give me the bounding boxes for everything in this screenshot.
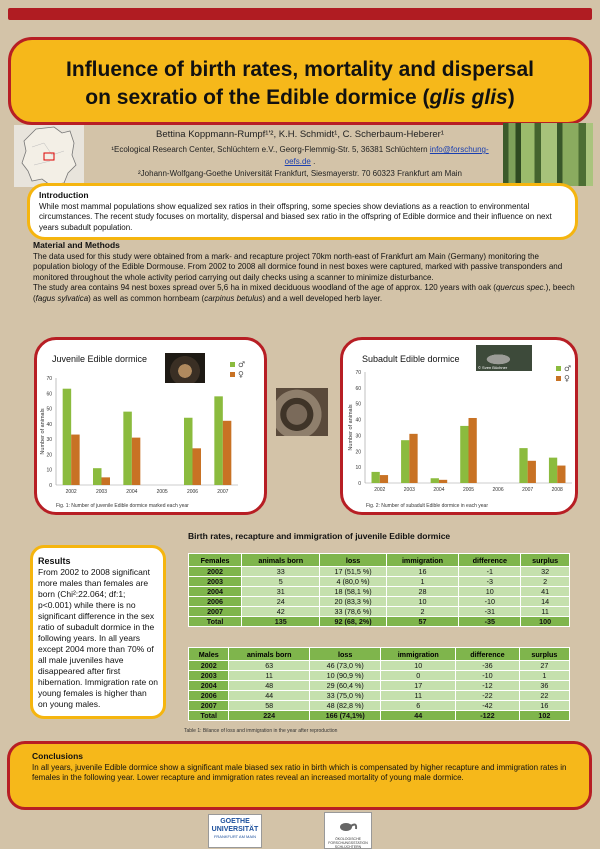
- table-cell: 2007: [189, 607, 242, 617]
- methods-p2-c: ), beech (: [33, 283, 575, 303]
- x-tick-label: 2004: [126, 489, 138, 495]
- x-tick-label: 2003: [95, 489, 108, 495]
- conclusions-box: [7, 741, 592, 810]
- chart-title: Subadult Edible dormice: [362, 354, 460, 364]
- goethe-university-logo: [208, 814, 262, 848]
- table-cell: 46 (73,0 %): [309, 661, 380, 671]
- table-cell: -35: [459, 617, 521, 627]
- legend-swatch: [230, 372, 235, 377]
- y-tick-label: 20: [355, 449, 361, 456]
- table-row: [189, 617, 570, 627]
- table-cell: -12: [456, 681, 520, 691]
- y-tick-label: 60: [46, 391, 52, 398]
- table-cell: 27: [519, 661, 569, 671]
- table-row: [189, 701, 570, 711]
- x-tick-label: 2005: [462, 487, 475, 493]
- table-cell: 2004: [189, 681, 229, 691]
- table-header-cell: Females: [189, 554, 242, 567]
- table-cell: -31: [459, 607, 521, 617]
- table-cell: 102: [519, 711, 569, 721]
- bar: [380, 475, 388, 483]
- table-cell: 16: [386, 567, 459, 577]
- introduction-heading: Introduction: [39, 190, 89, 200]
- table-cell: 20 (83,3 %): [320, 597, 386, 607]
- nestbox-dormice-photo: [276, 388, 328, 436]
- x-tick-label: 2007: [217, 489, 229, 495]
- table-cell: 63: [229, 661, 310, 671]
- table-cell: 1: [519, 671, 569, 681]
- chart-title: Juvenile Edible dormice: [52, 354, 148, 364]
- table-cell: -36: [456, 661, 520, 671]
- table-cell: 33 (78,6 %): [320, 607, 386, 617]
- table-cell: 0: [381, 671, 456, 681]
- bar: [401, 440, 409, 483]
- table-cell: 6: [381, 701, 456, 711]
- table-header-cell: surplus: [519, 648, 569, 661]
- bar: [431, 478, 439, 483]
- logo-frankfurt-word: FRANKFURT AM MAIN: [213, 834, 257, 839]
- table-header-cell: immigration: [386, 554, 459, 567]
- table-cell: 57: [386, 617, 459, 627]
- bar: [102, 477, 110, 485]
- y-tick-label: 10: [46, 467, 52, 474]
- methods-p2-a: The study area contains 94 nest boxes spread over 5,6 ha in mixed deciduous woodland of the age of approx. 120 years with oak (: [33, 283, 496, 292]
- legend-swatch: [230, 362, 235, 367]
- y-tick-label: 30: [46, 437, 52, 444]
- table-cell: 33: [242, 567, 320, 577]
- bar: [460, 426, 468, 483]
- x-tick-label: 2003: [403, 487, 415, 493]
- x-tick-label: 2008: [551, 487, 563, 493]
- table-cell: -122: [456, 711, 520, 721]
- introduction-text: While most mammal populations show equalized sex ratios in their offspring, some species show deviations as a reaction to environmental circumstances. The recent study focuses on mortality, dispersal and biased sex ratio in the offspring of Edible dormice and their influence on next years subadult population.: [39, 201, 552, 232]
- table-cell: 22: [519, 691, 569, 701]
- table-cell: 5: [242, 577, 320, 587]
- table-cell: 10: [381, 661, 456, 671]
- table-cell: 42: [242, 607, 320, 617]
- bar: [528, 461, 536, 483]
- legend-label: ♂: [564, 364, 572, 373]
- table-cell: 33 (75,0 %): [309, 691, 380, 701]
- females-table: [188, 553, 570, 627]
- table-cell: 2: [521, 577, 570, 587]
- y-tick-label: 30: [355, 433, 361, 440]
- table-header-cell: surplus: [521, 554, 570, 567]
- table-cell: -10: [459, 597, 521, 607]
- email-link[interactable]: info@forschung-oefs.de: [284, 145, 489, 166]
- author-names: Bettina Koppmann-Rumpf¹ʹ², K.H. Schmidt¹, C. Scherbaum-Heberer¹: [156, 129, 444, 140]
- table-cell: 2006: [189, 597, 242, 607]
- methods-paragraph-1: The data used for this study were obtained from a mark- and recapture project 70km north-east of Frankfurt am Main (Germany) monitoring the population biology of the Edible Dormouse. From 2002 to 2008 all dormice found in nest boxes were captured, marked with passive transponders and monitored throughout the whole activity period carrying out daily checks using a scanner to minimize disturbance.: [33, 251, 563, 282]
- table-header-cell: difference: [459, 554, 521, 567]
- methods-p2-g: ) and a well developed herb layer.: [262, 293, 383, 303]
- table-header-cell: loss: [320, 554, 386, 567]
- species-oak: quercus spec.: [495, 283, 546, 292]
- y-axis-label: Number of animals: [348, 404, 354, 451]
- table-header-cell: immigration: [381, 648, 456, 661]
- legend-swatch: [556, 366, 561, 371]
- affiliation-1-end: .: [310, 157, 316, 166]
- table-cell: 10: [459, 587, 521, 597]
- logo-oefs-text: ÖKOLOGISCHE FORSCHUNGSSTATION SCHLÜCHTERN: [328, 837, 368, 849]
- table-row: [189, 691, 570, 701]
- y-tick-label: 40: [46, 421, 52, 428]
- bar: [132, 438, 140, 485]
- table-header-cell: Males: [189, 648, 229, 661]
- y-tick-label: 40: [355, 417, 361, 424]
- table-cell: 2002: [189, 567, 242, 577]
- table-cell: 44: [381, 711, 456, 721]
- table-cell: 4 (80,0 %): [320, 577, 386, 587]
- table-cell: 2003: [189, 671, 229, 681]
- bar: [469, 418, 477, 483]
- logo-goethe-word: GOETHE: [220, 818, 250, 825]
- table-cell: 2006: [189, 691, 229, 701]
- table-row: [189, 711, 570, 721]
- table-cell: 2002: [189, 661, 229, 671]
- table-header-cell: animals born: [242, 554, 320, 567]
- table-cell: 2: [386, 607, 459, 617]
- y-tick-label: 0: [49, 483, 52, 489]
- logo-universitaet-word: UNIVERSITÄT: [211, 826, 259, 833]
- table-cell: Total: [189, 711, 229, 721]
- y-tick-label: 60: [355, 385, 361, 392]
- species-hornbeam: carpinus betulus: [204, 293, 263, 303]
- legend-swatch: [556, 376, 561, 381]
- table-cell: 18 (58,1 %): [320, 587, 386, 597]
- x-tick-label: 2006: [186, 489, 199, 495]
- legend-label: ♀: [564, 374, 570, 383]
- bar: [519, 448, 527, 483]
- table-cell: 2007: [189, 701, 229, 711]
- table-row: [189, 577, 570, 587]
- table-cell: 44: [229, 691, 310, 701]
- bar: [223, 421, 231, 485]
- y-tick-label: 70: [46, 376, 52, 382]
- legend-label: ♂: [238, 360, 246, 369]
- table-cell: 31: [242, 587, 320, 597]
- x-tick-label: 2002: [65, 489, 77, 495]
- results-text: From 2002 to 2008 significant more males than females are born (Chi²:22.064; df:1; p<0.001) while there is no significant difference in the sex ratio of subadult dormice in the following years. In all years except 2004 more than 70% of all male juveniles have disappeared after first hibernation. Immigration rate on young females is higher than on young males.: [38, 567, 159, 709]
- juvenile-dormice-photo: [165, 353, 205, 383]
- x-tick-label: 2004: [433, 487, 445, 493]
- chart-caption: Fig. 1: Number of juvenile Edible dormice marked each year: [56, 503, 189, 509]
- table-cell: -22: [456, 691, 520, 701]
- affiliation-1-text: ¹Ecological Research Center, Schlüchtern e.V., Georg-Flemmig-Str. 5, 36381 Schlüchtern: [111, 145, 430, 154]
- table-cell: Total: [189, 617, 242, 627]
- table-cell: 32: [521, 567, 570, 577]
- table-cell: 135: [242, 617, 320, 627]
- x-tick-label: 2005: [156, 489, 168, 495]
- y-tick-label: 10: [355, 465, 361, 472]
- x-tick-label: 2006: [492, 487, 504, 493]
- photo-credit: © Sven Büchner: [478, 365, 508, 370]
- table-cell: 11: [521, 607, 570, 617]
- results-box: [30, 545, 166, 719]
- y-tick-label: 20: [46, 452, 52, 459]
- bar: [184, 418, 192, 485]
- title-paren-open: (: [422, 86, 430, 109]
- table-cell: 10 (90,9 %): [309, 671, 380, 681]
- methods-heading: Material and Methods: [33, 240, 120, 250]
- species-beech: fagus sylvatica: [35, 293, 89, 303]
- bar: [193, 448, 201, 485]
- table-cell: -10: [456, 671, 520, 681]
- table-cell: 2004: [189, 587, 242, 597]
- table-cell: 10: [386, 597, 459, 607]
- table-title: Birth rates, recapture and immigration of juvenile Edible dormice: [188, 531, 451, 541]
- table-caption: Table 1: Bilance of loss and immigration in the year after reproduction: [184, 728, 338, 734]
- table-cell: -1: [459, 567, 521, 577]
- title-line-2: on sexratio of the Edible dormice: [85, 86, 423, 109]
- table-row: [189, 607, 570, 617]
- table-row: [189, 587, 570, 597]
- bar: [372, 472, 380, 483]
- chart-caption: Fig. 2: Number of subadult Edible dormice in each year: [366, 503, 489, 509]
- table-cell: 17 (51,5 %): [320, 567, 386, 577]
- x-tick-label: 2002: [374, 487, 386, 493]
- title-species: glis glis: [429, 86, 508, 109]
- table-header-cell: loss: [309, 648, 380, 661]
- table-cell: 28: [386, 587, 459, 597]
- table-header-cell: difference: [456, 648, 520, 661]
- y-tick-label: 50: [46, 406, 52, 413]
- table-row: [189, 671, 570, 681]
- bar: [549, 458, 557, 483]
- affiliation-2: ²Johann-Wolfgang-Goethe Universität Frankfurt, Siesmayerstr. 70 60323 Frankfurt am Main: [138, 169, 462, 178]
- title-line-1: Influence of birth rates, mortality and dispersal: [66, 58, 534, 81]
- bar: [214, 396, 222, 485]
- table-cell: 1: [386, 577, 459, 587]
- bar: [439, 480, 447, 483]
- subadult-dormouse-photo: [476, 345, 532, 371]
- table-row: [189, 597, 570, 607]
- table-cell: 166 (74,1%): [309, 711, 380, 721]
- results-heading: Results: [38, 556, 71, 566]
- table-cell: 58: [229, 701, 310, 711]
- table-cell: -42: [456, 701, 520, 711]
- table-cell: 17: [381, 681, 456, 691]
- table-cell: 14: [521, 597, 570, 607]
- conclusions-text: In all years, juvenile Edible dormice show a significant male biased sex ratio in birth which is compensated by higher recapture and immigration rates in females in the following year. Lower recapture and immigration rates reveal an increased mortality of young male dormice.: [32, 762, 567, 782]
- table-row: [189, 681, 570, 691]
- table-cell: 36: [519, 681, 569, 691]
- bar: [557, 466, 565, 483]
- table-cell: 224: [229, 711, 310, 721]
- table-header-cell: animals born: [229, 648, 310, 661]
- y-tick-label: 0: [358, 481, 361, 487]
- table-cell: 16: [519, 701, 569, 711]
- table-row: [189, 661, 570, 671]
- conclusions-heading: Conclusions: [32, 751, 84, 761]
- table-cell: 92 (68, 2%): [320, 617, 386, 627]
- table-cell: 29 (60,4 %): [309, 681, 380, 691]
- table-cell: -3: [459, 577, 521, 587]
- table-cell: 24: [242, 597, 320, 607]
- table-cell: 2003: [189, 577, 242, 587]
- x-tick-label: 2007: [522, 487, 534, 493]
- table-cell: 41: [521, 587, 570, 597]
- table-cell: 100: [521, 617, 570, 627]
- bar: [123, 412, 131, 485]
- table-row: [189, 567, 570, 577]
- y-axis-label: Number of animals: [40, 408, 46, 455]
- males-table: [188, 647, 570, 721]
- methods-p2-e: ) as well as common hornbeam (: [88, 293, 205, 303]
- bar: [71, 435, 79, 485]
- legend-label: ♀: [238, 370, 244, 379]
- y-tick-label: 70: [355, 370, 361, 376]
- title-paren-close: ): [507, 86, 515, 109]
- table-cell: 11: [381, 691, 456, 701]
- table-cell: 11: [229, 671, 310, 681]
- bar: [93, 468, 101, 485]
- bar: [63, 389, 71, 485]
- dormouse-icon: [338, 820, 358, 832]
- research-station-logo: [324, 812, 372, 849]
- table-cell: 48 (82,8 %): [309, 701, 380, 711]
- bar: [409, 434, 417, 483]
- y-tick-label: 50: [355, 401, 361, 408]
- table-cell: 48: [229, 681, 310, 691]
